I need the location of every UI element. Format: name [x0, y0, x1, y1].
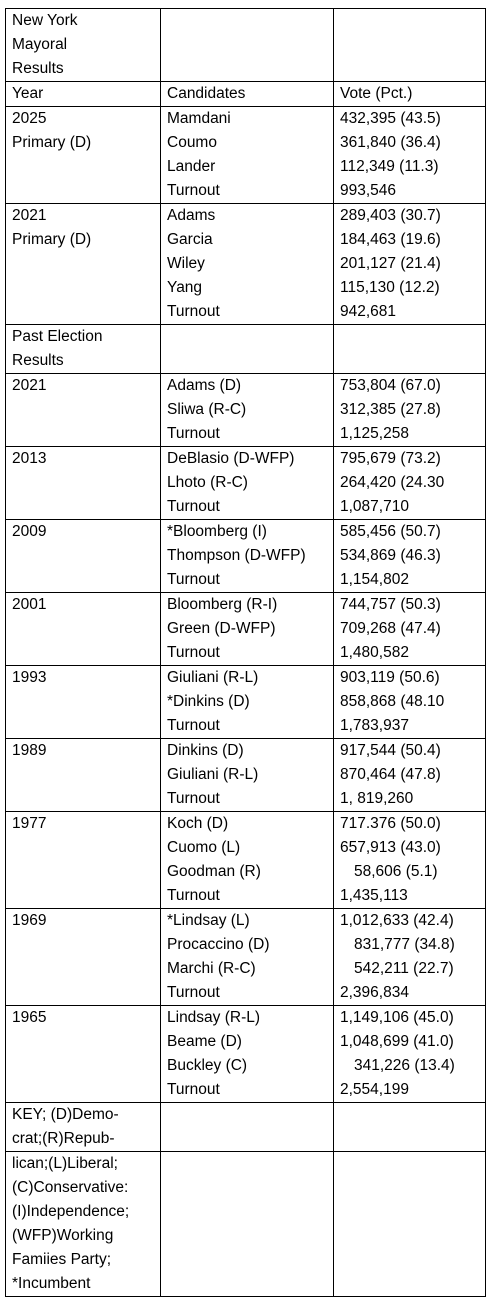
candidates-cell-line: Turnout	[167, 984, 220, 1001]
key-cell-line: crat;(R)Repub-	[12, 1130, 115, 1147]
votes-cell-line: 657,913 (43.0)	[340, 839, 441, 856]
table-title-line: New York	[12, 12, 78, 29]
votes-cell-line: 917,544 (50.4)	[340, 742, 441, 759]
votes-cell-line: 289,403 (30.7)	[340, 207, 441, 224]
year-cell-line: 2009	[12, 523, 47, 540]
candidates-cell-line: Giuliani (R-L)	[167, 669, 259, 686]
candidates-cell-line: Yang	[167, 279, 203, 296]
votes-cell-line: 2,396,834	[340, 984, 409, 1001]
candidates-cell-line: Lander	[167, 158, 216, 175]
candidates-cell-line: Turnout	[167, 303, 220, 320]
candidates-cell-line: Dinkins (D)	[167, 742, 244, 759]
candidates-cell-line: Bloomberg (R-I)	[167, 596, 278, 613]
results-table	[5, 8, 486, 1297]
votes-cell-line: 361,840 (36.4)	[340, 134, 441, 151]
empty-cell	[334, 1152, 486, 1297]
candidates-cell-line: Turnout	[167, 644, 220, 661]
votes-cell-line: 542,211 (22.7)	[354, 960, 454, 977]
year-cell-line: 1969	[12, 912, 47, 929]
candidates-cell-line: Garcia	[167, 231, 213, 248]
table-title-line: Results	[12, 60, 64, 77]
header-candidates: Candidates	[161, 82, 334, 107]
table-title	[6, 9, 161, 82]
election-row	[6, 374, 486, 447]
empty-cell	[334, 1103, 486, 1152]
votes-cell-line: 1,048,699 (41.0)	[340, 1033, 454, 1050]
title-row	[6, 9, 486, 82]
year-cell-line: 1993	[12, 669, 47, 686]
empty-cell	[161, 9, 334, 82]
candidates-cell	[161, 204, 334, 325]
candidates-cell-line: Marchi (R-C)	[167, 960, 256, 977]
candidates-cell-line: Procaccino (D)	[167, 936, 270, 953]
header-row	[6, 82, 486, 107]
election-row	[6, 739, 486, 812]
year-cell-line: 1989	[12, 742, 47, 759]
votes-cell-line: 341,226 (13.4)	[354, 1057, 455, 1074]
votes-cell	[334, 812, 486, 909]
candidates-cell-line: Turnout	[167, 425, 220, 442]
candidates-cell-line: Adams	[167, 207, 216, 224]
candidates-cell-line: Turnout	[167, 182, 220, 199]
candidates-cell-line: Thompson (D-WFP)	[167, 547, 306, 564]
candidates-cell-line: Turnout	[167, 498, 220, 515]
key-cell-line: KEY; (D)Demo-	[12, 1106, 119, 1123]
candidates-cell	[161, 520, 334, 593]
votes-cell-line: 534,869 (46.3)	[340, 547, 441, 564]
year-cell	[6, 204, 161, 325]
votes-cell-line: 717.376 (50.0)	[340, 815, 441, 832]
year-cell-line: Primary (D)	[12, 134, 92, 151]
candidates-cell-line: Turnout	[167, 717, 220, 734]
empty-cell	[334, 325, 486, 374]
candidates-cell-line: Mamdani	[167, 110, 231, 127]
candidates-cell-line: Wiley	[167, 255, 205, 272]
year-cell-line: 1965	[12, 1009, 47, 1026]
votes-cell-line: 1,012,633 (42.4)	[340, 912, 454, 929]
candidates-cell-line: Goodman (R)	[167, 863, 261, 880]
candidates-cell	[161, 107, 334, 204]
past-results-row	[6, 325, 486, 374]
past-results-title-line: Results	[12, 352, 64, 369]
key-cell-line: Famiies Party;	[12, 1251, 112, 1268]
candidates-cell-line: Cuomo (L)	[167, 839, 241, 856]
candidates-cell	[161, 1006, 334, 1103]
votes-cell	[334, 520, 486, 593]
candidates-cell-line: *Lindsay (L)	[167, 912, 250, 929]
votes-cell-line: 1,125,258	[340, 425, 409, 442]
candidates-cell-line: Koch (D)	[167, 815, 229, 832]
votes-cell-line: 184,463 (19.6)	[340, 231, 441, 248]
key-cell	[6, 1103, 161, 1152]
year-cell	[6, 812, 161, 909]
votes-cell	[334, 666, 486, 739]
empty-cell	[161, 1103, 334, 1152]
year-cell	[6, 593, 161, 666]
key-cell-line: lican;(L)Liberal;	[12, 1155, 118, 1172]
candidates-cell-line: *Dinkins (D)	[167, 693, 250, 710]
candidates-cell-line: Lindsay (R-L)	[167, 1009, 261, 1026]
header-vote: Vote (Pct.)	[334, 82, 486, 107]
candidates-cell-line: Adams (D)	[167, 377, 242, 394]
votes-cell-line: 1,435,113	[340, 887, 408, 904]
votes-cell-line: 115,130 (12.2)	[340, 279, 440, 296]
candidates-cell-line: DeBlasio (D-WFP)	[167, 450, 295, 467]
candidates-cell	[161, 812, 334, 909]
candidates-cell-line: Giuliani (R-L)	[167, 766, 259, 783]
year-cell	[6, 909, 161, 1006]
candidates-cell-line: Beame (D)	[167, 1033, 242, 1050]
votes-cell	[334, 107, 486, 204]
candidates-cell	[161, 909, 334, 1006]
year-cell	[6, 666, 161, 739]
candidates-cell-line: Green (D-WFP)	[167, 620, 276, 637]
candidates-cell-line: *Bloomberg (I)	[167, 523, 267, 540]
votes-cell-line: 432,395 (43.5)	[340, 110, 441, 127]
key-cell-line: (C)Conservative:	[12, 1179, 129, 1196]
votes-cell-line: 264,420 (24.30	[340, 474, 445, 491]
votes-cell	[334, 374, 486, 447]
candidates-cell	[161, 666, 334, 739]
votes-cell-line: 858,868 (48.10	[340, 693, 445, 710]
votes-cell-line: 585,456 (50.7)	[340, 523, 441, 540]
candidates-cell-line: Lhoto (R-C)	[167, 474, 248, 491]
candidates-cell	[161, 739, 334, 812]
votes-cell-line: 831,777 (34.8)	[354, 936, 455, 953]
year-cell	[6, 107, 161, 204]
votes-cell-line: 753,804 (67.0)	[340, 377, 441, 394]
votes-cell-line: 744,757 (50.3)	[340, 596, 441, 613]
votes-cell	[334, 204, 486, 325]
past-results-title-line: Past Election	[12, 328, 103, 345]
key-cell	[6, 1152, 161, 1297]
election-row	[6, 909, 486, 1006]
votes-cell-line: 709,268 (47.4)	[340, 620, 441, 637]
votes-cell-line: 312,385 (27.8)	[340, 401, 441, 418]
votes-cell-line: 993,546	[340, 182, 397, 199]
candidates-cell	[161, 374, 334, 447]
votes-cell-line: 1, 819,260	[340, 790, 414, 807]
year-cell-line: 2013	[12, 450, 47, 467]
key-cell-line: (I)Independence;	[12, 1203, 130, 1220]
past-results-title	[6, 325, 161, 374]
candidates-cell-line: Buckley (C)	[167, 1057, 248, 1074]
candidates-cell-line: Turnout	[167, 790, 220, 807]
year-cell	[6, 374, 161, 447]
votes-cell-line: 58,606 (5.1)	[354, 863, 438, 880]
votes-cell	[334, 909, 486, 1006]
votes-cell	[334, 593, 486, 666]
votes-cell-line: 1,149,106 (45.0)	[340, 1009, 454, 1026]
key-cell-line: *Incumbent	[12, 1275, 91, 1292]
candidates-cell-line: Turnout	[167, 887, 220, 904]
empty-cell	[161, 1152, 334, 1297]
votes-cell-line: 942,681	[340, 303, 397, 320]
election-row	[6, 593, 486, 666]
votes-cell-line: 112,349 (11.3)	[340, 158, 439, 175]
votes-cell-line: 201,127 (21.4)	[340, 255, 441, 272]
empty-cell	[334, 9, 486, 82]
candidates-cell	[161, 447, 334, 520]
votes-cell-line: 1,154,802	[340, 571, 409, 588]
votes-cell	[334, 739, 486, 812]
empty-cell	[161, 325, 334, 374]
votes-cell	[334, 447, 486, 520]
election-row	[6, 812, 486, 909]
year-cell-line: 2021	[12, 377, 47, 394]
header-year: Year	[6, 82, 161, 107]
votes-cell	[334, 1006, 486, 1103]
candidates-cell-line: Coumo	[167, 134, 217, 151]
key-cell-line: (WFP)Working	[12, 1227, 114, 1244]
year-cell-line: 2025	[12, 110, 47, 127]
votes-cell-line: 1,783,937	[340, 717, 409, 734]
candidates-cell	[161, 593, 334, 666]
votes-cell-line: 903,119 (50.6)	[340, 669, 440, 686]
election-row	[6, 447, 486, 520]
election-row	[6, 1006, 486, 1103]
votes-cell-line: 795,679 (73.2)	[340, 450, 441, 467]
key-row	[6, 1103, 486, 1152]
year-cell-line: 2001	[12, 596, 47, 613]
year-cell	[6, 739, 161, 812]
election-row	[6, 666, 486, 739]
key-row	[6, 1152, 486, 1297]
votes-cell-line: 870,464 (47.8)	[340, 766, 441, 783]
candidates-cell-line: Turnout	[167, 571, 220, 588]
primary-row	[6, 204, 486, 325]
table-title-line: Mayoral	[12, 36, 68, 53]
candidates-cell-line: Sliwa (R-C)	[167, 401, 247, 418]
year-cell	[6, 1006, 161, 1103]
votes-cell-line: 1,480,582	[340, 644, 409, 661]
election-row	[6, 520, 486, 593]
votes-cell-line: 2,554,199	[340, 1081, 409, 1098]
candidates-cell-line: Turnout	[167, 1081, 220, 1098]
year-cell	[6, 520, 161, 593]
votes-cell-line: 1,087,710	[340, 498, 409, 515]
year-cell-line: Primary (D)	[12, 231, 92, 248]
primary-row	[6, 107, 486, 204]
year-cell	[6, 447, 161, 520]
year-cell-line: 2021	[12, 207, 47, 224]
year-cell-line: 1977	[12, 815, 47, 832]
